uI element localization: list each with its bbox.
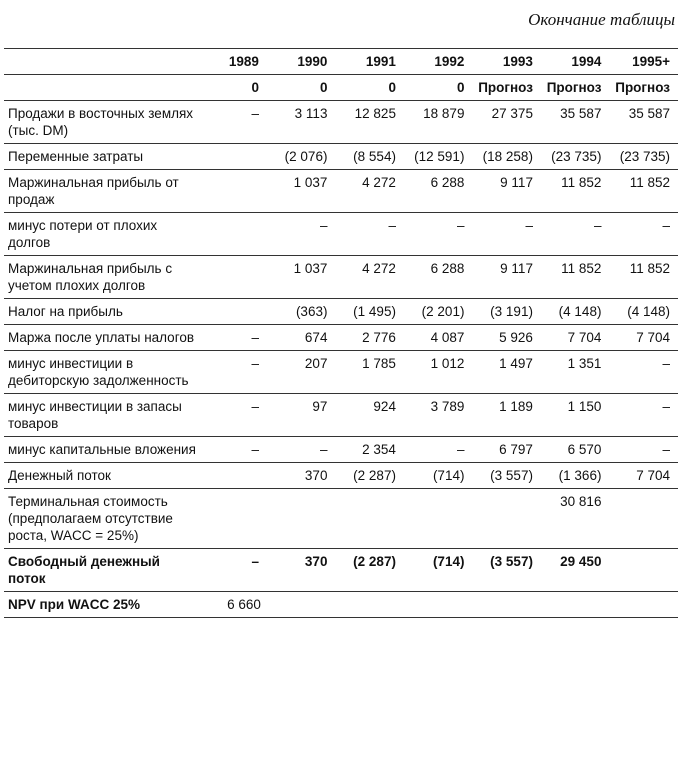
year-header: 1992 — [404, 49, 473, 75]
table-cell: (3 557) — [472, 549, 541, 592]
table-row — [4, 170, 678, 213]
empty-cell — [472, 592, 541, 618]
table-cell: 11 852 — [609, 170, 678, 213]
table-cell — [609, 549, 678, 592]
npv-label: NPV при WACC 25% — [4, 592, 203, 618]
sub-header: Прогноз — [472, 75, 541, 101]
row-label: Продажи в восточных землях (тыс. DM) — [4, 101, 203, 144]
empty-cell — [609, 592, 678, 618]
sub-header: 0 — [335, 75, 404, 101]
table-cell: 1 785 — [335, 351, 404, 394]
table-cell: 7 704 — [541, 325, 610, 351]
table-cell: 29 450 — [541, 549, 610, 592]
row-label: минус потери от плохих долгов — [4, 213, 203, 256]
table-cell: (23 735) — [609, 144, 678, 170]
header-corner — [4, 75, 203, 101]
table-cell — [609, 489, 678, 549]
year-header: 1994 — [541, 49, 610, 75]
table-cell: – — [203, 351, 267, 394]
table-cell — [203, 463, 267, 489]
table-cell — [203, 213, 267, 256]
table-cell — [203, 144, 267, 170]
table-cell: (1 495) — [335, 299, 404, 325]
table-cell: 97 — [267, 394, 336, 437]
table-cell: 1 497 — [472, 351, 541, 394]
table-cell: 370 — [267, 549, 336, 592]
row-label: Переменные затраты — [4, 144, 203, 170]
row-label: минус инвестиции в дебиторскую задолженность — [4, 351, 203, 394]
table-cell: (8 554) — [335, 144, 404, 170]
table-cell — [472, 489, 541, 549]
empty-cell — [267, 592, 336, 618]
npv-value: 6 660 — [203, 592, 267, 618]
table-cell: (1 366) — [541, 463, 610, 489]
table-row — [4, 101, 678, 144]
table-row — [4, 549, 678, 592]
table-row — [4, 351, 678, 394]
row-label: Маржинальная прибыль от продаж — [4, 170, 203, 213]
table-cell: 207 — [267, 351, 336, 394]
table-cell: 30 816 — [541, 489, 610, 549]
table-cell: (363) — [267, 299, 336, 325]
table-cell: 4 272 — [335, 256, 404, 299]
table-body — [4, 101, 678, 618]
table-cell: – — [203, 437, 267, 463]
sub-header: 0 — [404, 75, 473, 101]
table-cell: – — [609, 351, 678, 394]
table-cell: 674 — [267, 325, 336, 351]
year-header: 1995+ — [609, 49, 678, 75]
empty-cell — [335, 592, 404, 618]
table-cell: 1 351 — [541, 351, 610, 394]
table-row — [4, 489, 678, 549]
table-cell: – — [203, 394, 267, 437]
table-cell: 6 570 — [541, 437, 610, 463]
sub-header: 0 — [267, 75, 336, 101]
table-cell: 35 587 — [609, 101, 678, 144]
table-cell: (3 557) — [472, 463, 541, 489]
table-cell: – — [404, 213, 473, 256]
table-cell: – — [267, 213, 336, 256]
table-cell: 1 150 — [541, 394, 610, 437]
table-cell: – — [609, 394, 678, 437]
row-label: Налог на прибыль — [4, 299, 203, 325]
table-cell: 924 — [335, 394, 404, 437]
table-cell: – — [404, 437, 473, 463]
table-cell: 6 288 — [404, 170, 473, 213]
sub-header: 0 — [203, 75, 267, 101]
table-cell — [203, 256, 267, 299]
table-cell: (4 148) — [609, 299, 678, 325]
table-row — [4, 394, 678, 437]
sub-header: Прогноз — [609, 75, 678, 101]
table-cell — [335, 489, 404, 549]
row-label: Маржа после уплаты налогов — [4, 325, 203, 351]
table-cell: 370 — [267, 463, 336, 489]
row-label: Денежный поток — [4, 463, 203, 489]
table-cell: (2 076) — [267, 144, 336, 170]
table-row — [4, 325, 678, 351]
header-years-row — [4, 49, 678, 75]
table-cell: 6 288 — [404, 256, 473, 299]
table-cell: – — [472, 213, 541, 256]
table-cell: 1 012 — [404, 351, 473, 394]
table-cell: (18 258) — [472, 144, 541, 170]
sub-header: Прогноз — [541, 75, 610, 101]
table-cell: 9 117 — [472, 170, 541, 213]
table-cell: 5 926 — [472, 325, 541, 351]
year-header: 1993 — [472, 49, 541, 75]
table-cell: 3 789 — [404, 394, 473, 437]
table-cell — [203, 299, 267, 325]
table-cell: 27 375 — [472, 101, 541, 144]
table-cell: (2 201) — [404, 299, 473, 325]
empty-cell — [541, 592, 610, 618]
row-label: Терминальная стоимость (предполагаем отсутствие роста, WACC = 25%) — [4, 489, 203, 549]
table-cell — [404, 489, 473, 549]
empty-cell — [404, 592, 473, 618]
table-row — [4, 299, 678, 325]
table-cell: – — [203, 325, 267, 351]
table-cell: – — [541, 213, 610, 256]
table-cell: 1 037 — [267, 170, 336, 213]
table-cell: 4 272 — [335, 170, 404, 213]
table-cell: 2 776 — [335, 325, 404, 351]
table-cell: – — [203, 549, 267, 592]
table-cell: 4 087 — [404, 325, 473, 351]
table-cell: 11 852 — [541, 256, 610, 299]
year-header: 1990 — [267, 49, 336, 75]
table-row — [4, 213, 678, 256]
table-cell — [203, 170, 267, 213]
table-cell: – — [335, 213, 404, 256]
npv-row — [4, 592, 678, 618]
table-row — [4, 256, 678, 299]
row-label: минус капитальные вложения — [4, 437, 203, 463]
table-cell — [203, 489, 267, 549]
table-cell: 18 879 — [404, 101, 473, 144]
table-cell — [267, 489, 336, 549]
row-label: Свободный денежный поток — [4, 549, 203, 592]
table-cell: 7 704 — [609, 325, 678, 351]
table-cell: 2 354 — [335, 437, 404, 463]
table-cell: 11 852 — [609, 256, 678, 299]
table-cell: (3 191) — [472, 299, 541, 325]
table-cell: (4 148) — [541, 299, 610, 325]
table-cell: – — [203, 101, 267, 144]
header-sub-row — [4, 75, 678, 101]
table-cell: 6 797 — [472, 437, 541, 463]
table-row — [4, 463, 678, 489]
year-header: 1991 — [335, 49, 404, 75]
table-cell: 7 704 — [609, 463, 678, 489]
table-cell: 12 825 — [335, 101, 404, 144]
table-cell: (2 287) — [335, 463, 404, 489]
table-cell: 35 587 — [541, 101, 610, 144]
table-cell: (12 591) — [404, 144, 473, 170]
table-cell: (714) — [404, 549, 473, 592]
header-corner — [4, 49, 203, 75]
row-label: Маржинальная прибыль с учетом плохих долгов — [4, 256, 203, 299]
table-caption: Окончание таблицы — [528, 10, 675, 29]
table-cell: – — [267, 437, 336, 463]
table-cell: (23 735) — [541, 144, 610, 170]
table-cell: – — [609, 437, 678, 463]
row-label: минус инвестиции в запасы товаров — [4, 394, 203, 437]
table-cell: 11 852 — [541, 170, 610, 213]
table-row — [4, 437, 678, 463]
table-cell: (714) — [404, 463, 473, 489]
table-row — [4, 144, 678, 170]
table-cell: 1 189 — [472, 394, 541, 437]
table-cell: 9 117 — [472, 256, 541, 299]
table-cell: (2 287) — [335, 549, 404, 592]
year-header: 1989 — [203, 49, 267, 75]
cash-flow-table — [4, 48, 678, 618]
table-cell: 3 113 — [267, 101, 336, 144]
table-cell: 1 037 — [267, 256, 336, 299]
table-cell: – — [609, 213, 678, 256]
